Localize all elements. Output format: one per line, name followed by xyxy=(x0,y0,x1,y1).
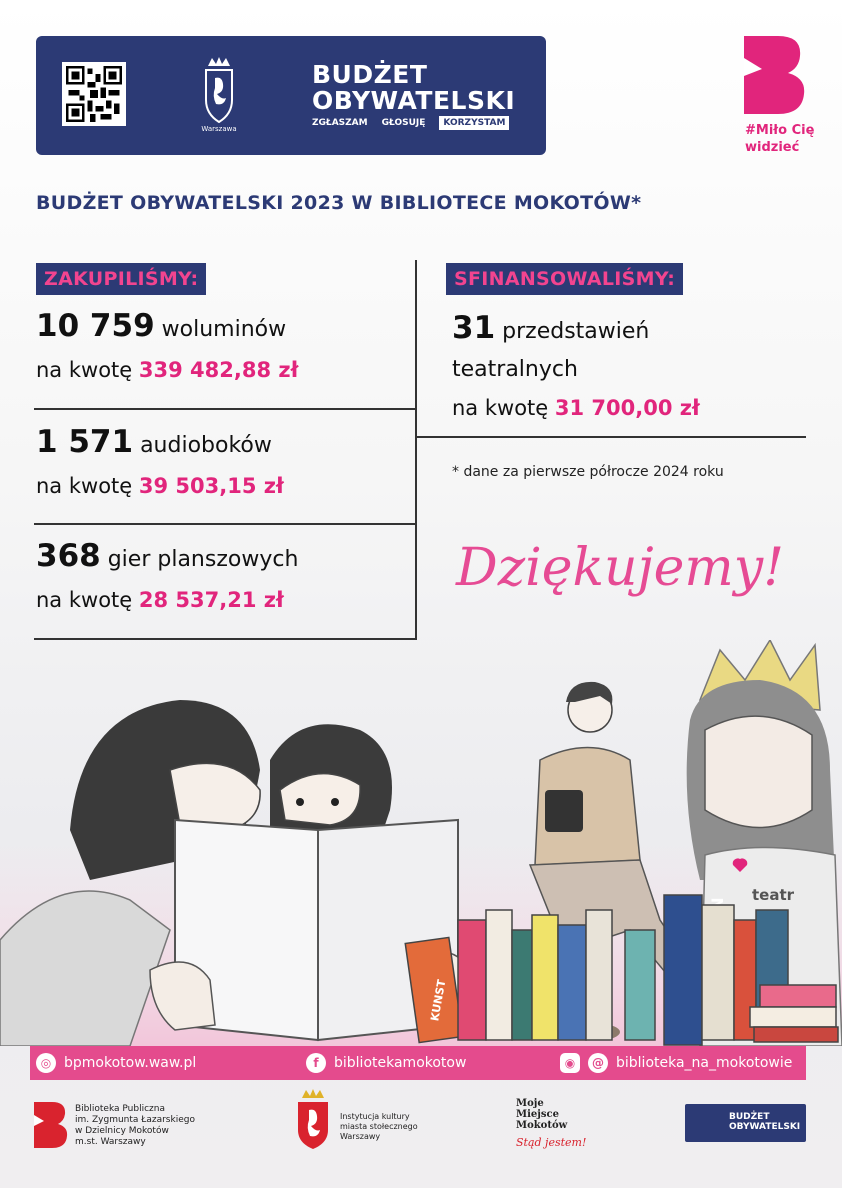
shirt-text: teatr xyxy=(752,886,795,904)
audiobooks-amount: 39 503,15 zł xyxy=(138,474,284,498)
volumes-item xyxy=(36,308,298,382)
volumes-count: 10 759 xyxy=(36,308,155,344)
qr-code[interactable] xyxy=(62,62,126,126)
library-line3: w Dzielnicy Mokotów xyxy=(75,1126,169,1136)
facebook-icon: f xyxy=(306,1053,326,1073)
website-text: bpmokotow.waw.pl xyxy=(64,1055,197,1071)
boardgames-count: 368 xyxy=(36,538,101,574)
audiobooks-item xyxy=(36,424,284,498)
facebook-text: bibliotekamokotow xyxy=(334,1055,467,1071)
footnote: * dane za pierwsze półrocze 2024 roku xyxy=(452,464,724,480)
crest-caption: Warszawa xyxy=(201,125,237,133)
small-budget-logo xyxy=(685,1104,806,1142)
theatre-amount: 31 700,00 zł xyxy=(554,396,700,420)
library-b-logo-icon xyxy=(744,36,806,114)
institution-line3: Warszawy xyxy=(340,1132,381,1141)
theatre-item xyxy=(452,308,700,428)
spine-kunst: KUNST xyxy=(428,978,449,1023)
divider xyxy=(34,523,416,525)
moje-line1: Moje xyxy=(516,1098,544,1109)
instagram-text: biblioteka_na_mokotowie xyxy=(616,1055,793,1071)
institution-text xyxy=(340,1112,418,1142)
volumes-amount: 339 482,88 zł xyxy=(138,358,299,382)
library-line2: im. Zygmunta Łazarskiego xyxy=(75,1115,195,1125)
reading-illustration xyxy=(0,640,842,1046)
moje-line2: Miejsce xyxy=(516,1109,559,1120)
library-line1: Biblioteka Publiczna xyxy=(75,1104,165,1114)
audiobooks-label: audioboków xyxy=(140,433,272,458)
theatre-prefix: na kwotę xyxy=(452,396,549,420)
small-budget-line1: BUDŻET xyxy=(729,1112,770,1122)
library-line4: m.st. Warszawy xyxy=(75,1137,146,1147)
footer-bar xyxy=(30,1046,806,1080)
moje-tagline: Stąd jestem! xyxy=(516,1136,587,1149)
boardgames-prefix: na kwotę xyxy=(36,588,133,612)
financed-tag: SFINANSOWALIŚMY: xyxy=(446,263,683,295)
warsaw-crest-icon xyxy=(202,56,236,126)
small-budget-line2: OBYWATELSKI xyxy=(729,1122,801,1132)
website-link[interactable] xyxy=(36,1053,196,1073)
hashtag xyxy=(745,122,835,156)
vertical-divider xyxy=(415,260,417,640)
boardgames-item xyxy=(36,538,298,612)
institution-line1: Instytucja kultury xyxy=(340,1112,410,1121)
volumes-label: woluminów xyxy=(161,317,287,342)
page-title: BUDŻET OBYWATELSKI 2023 W BIBLIOTECE MOKOTÓW* xyxy=(36,192,642,214)
hashtag-line1: #Miło Cię xyxy=(745,123,815,138)
budget-banner xyxy=(36,36,546,155)
globe-icon: ◎ xyxy=(36,1053,56,1073)
volumes-prefix: na kwotę xyxy=(36,358,133,382)
boardgames-label: gier planszowych xyxy=(107,547,299,572)
audiobooks-count: 1 571 xyxy=(36,424,134,460)
sub-korzystam: KORZYSTAM xyxy=(439,116,509,130)
theatre-count: 31 xyxy=(452,310,496,346)
facebook-link[interactable] xyxy=(306,1053,466,1073)
banner-title xyxy=(312,62,515,114)
moje-line3: Mokotów xyxy=(516,1120,568,1131)
moje-miejsce-logo xyxy=(516,1098,596,1149)
divider xyxy=(34,408,416,410)
warsaw-coat-of-arms-icon xyxy=(296,1088,330,1150)
audiobooks-prefix: na kwotę xyxy=(36,474,133,498)
instagram-icon: ◉ xyxy=(560,1053,580,1073)
theatre-label2: teatralnych xyxy=(452,357,578,382)
purchased-tag: ZAKUPILIŚMY: xyxy=(36,263,206,295)
boardgames-amount: 28 537,21 zł xyxy=(138,588,284,612)
divider xyxy=(416,436,806,438)
instagram-link[interactable] xyxy=(560,1053,792,1073)
thanks-text: Dziękujemy! xyxy=(456,538,784,598)
banner-title-line1: BUDŻET xyxy=(312,60,428,89)
institution-line2: miasta stołecznego xyxy=(340,1122,418,1131)
library-name xyxy=(75,1104,195,1148)
banner-subtitles xyxy=(312,116,509,130)
hashtag-line2: widzieć xyxy=(745,140,800,155)
banner-title-line2: OBYWATELSKI xyxy=(312,86,516,115)
theatre-label1: przedstawień xyxy=(502,319,650,344)
sub-glosuje: GŁOSUJĘ xyxy=(381,118,426,128)
library-small-b-icon xyxy=(34,1102,68,1148)
sub-zglaszam: ZGŁASZAM xyxy=(312,118,368,128)
threads-icon: @ xyxy=(588,1053,608,1073)
